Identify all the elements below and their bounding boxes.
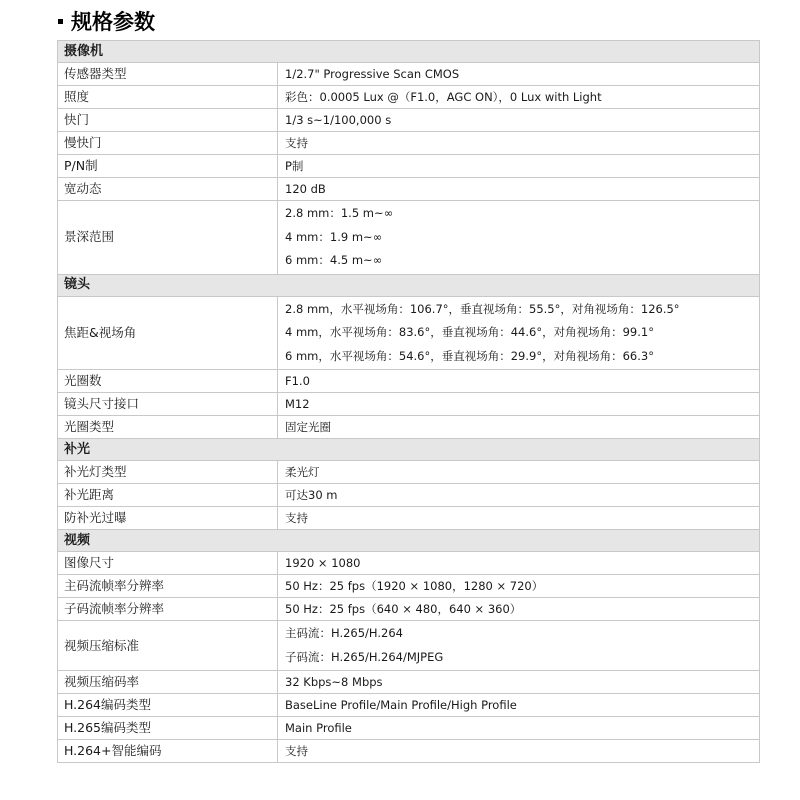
spec-label: H.265编码类型: [58, 717, 278, 740]
spec-label: 图像尺寸: [58, 552, 278, 575]
spec-value-line: 主码流：H.265/H.264: [285, 626, 403, 640]
spec-row: [58, 461, 760, 484]
spec-value-line: 4 mm，水平视场角：83.6°，垂直视场角：44.6°，对角视场角：99.1°: [285, 325, 654, 339]
spec-label: 照度: [58, 86, 278, 109]
section-title: 摄像机: [58, 41, 760, 63]
spec-value: 1/2.7" Progressive Scan CMOS: [278, 63, 760, 86]
spec-value: 柔光灯: [278, 461, 760, 484]
page-title-text: 规格参数: [71, 10, 155, 34]
spec-value-line: 4 mm：1.9 m~∞: [285, 229, 383, 244]
spec-row: [58, 507, 760, 530]
spec-value: 固定光圈: [278, 416, 760, 439]
spec-value: [278, 621, 760, 671]
spec-label: 传感器类型: [58, 63, 278, 86]
spec-row: [58, 370, 760, 393]
spec-row: [58, 416, 760, 439]
section-title: 视频: [58, 530, 760, 552]
spec-value: 120 dB: [278, 178, 760, 201]
spec-row: [58, 296, 760, 370]
spec-value: M12: [278, 393, 760, 416]
spec-value: 支持: [278, 740, 760, 763]
spec-row: [58, 63, 760, 86]
spec-row: [58, 393, 760, 416]
spec-row: [58, 86, 760, 109]
spec-row: [58, 552, 760, 575]
spec-label: 慢快门: [58, 132, 278, 155]
spec-label: 光圈类型: [58, 416, 278, 439]
spec-row: [58, 109, 760, 132]
section-header: [58, 439, 760, 461]
spec-value-line: 2.8 mm：1.5 m~∞: [285, 206, 394, 220]
spec-value: 50 Hz：25 fps（1920 × 1080，1280 × 720）: [278, 575, 760, 598]
spec-label: 防补光过曝: [58, 507, 278, 530]
spec-value-line: 6 mm，水平视场角：54.6°，垂直视场角：29.9°，对角视场角：66.3°: [285, 348, 654, 363]
spec-label: 焦距&视场角: [58, 296, 278, 370]
spec-value: 50 Hz：25 fps（640 × 480，640 × 360）: [278, 598, 760, 621]
spec-row: [58, 155, 760, 178]
spec-value-line: 子码流：H.265/H.264/MJPEG: [285, 649, 444, 664]
spec-row: [58, 132, 760, 155]
spec-label: 视频压缩码率: [58, 671, 278, 694]
spec-label: P/N制: [58, 155, 278, 178]
spec-label: H.264编码类型: [58, 694, 278, 717]
section-title: 镜头: [58, 274, 760, 296]
spec-row: [58, 717, 760, 740]
spec-value: 支持: [278, 507, 760, 530]
spec-value: 32 Kbps~8 Mbps: [278, 671, 760, 694]
spec-label: 景深范围: [58, 201, 278, 275]
spec-value: 支持: [278, 132, 760, 155]
spec-value: 可达30 m: [278, 484, 760, 507]
spec-value: 1920 × 1080: [278, 552, 760, 575]
spec-row: [58, 671, 760, 694]
section-header: [58, 274, 760, 296]
spec-label: 补光距离: [58, 484, 278, 507]
spec-value: F1.0: [278, 370, 760, 393]
spec-value-line: 6 mm：4.5 m~∞: [285, 253, 383, 267]
spec-label: 镜头尺寸接口: [58, 393, 278, 416]
spec-row: [58, 740, 760, 763]
spec-value: P制: [278, 155, 760, 178]
spec-row: [58, 178, 760, 201]
spec-row: [58, 621, 760, 671]
spec-row: [58, 484, 760, 507]
section-title: 补光: [58, 439, 760, 461]
spec-row: [58, 575, 760, 598]
spec-label: 宽动态: [58, 178, 278, 201]
spec-label: 视频压缩标准: [58, 621, 278, 671]
spec-table: [57, 40, 760, 763]
spec-label: 光圈数: [58, 370, 278, 393]
spec-label: 子码流帧率分辨率: [58, 598, 278, 621]
section-header: [58, 530, 760, 552]
spec-row: [58, 598, 760, 621]
spec-label: 主码流帧率分辨率: [58, 575, 278, 598]
bullet-icon: [58, 19, 63, 24]
spec-value: BaseLine Profile/Main Profile/High Profile: [278, 694, 760, 717]
section-header: [58, 41, 760, 63]
spec-value: Main Profile: [278, 717, 760, 740]
spec-row: [58, 201, 760, 275]
spec-value: 彩色：0.0005 Lux @（F1.0，AGC ON），0 Lux with Light: [278, 86, 760, 109]
spec-value-line: 2.8 mm，水平视场角：106.7°，垂直视场角：55.5°，对角视场角：126.5°: [285, 301, 680, 316]
spec-label: 快门: [58, 109, 278, 132]
spec-label: H.264+智能编码: [58, 740, 278, 763]
page-title: [58, 6, 155, 36]
spec-table-body: [58, 41, 760, 763]
spec-value: 1/3 s~1/100,000 s: [278, 109, 760, 132]
spec-value: [278, 296, 760, 370]
spec-label: 补光灯类型: [58, 461, 278, 484]
spec-row: [58, 694, 760, 717]
spec-value: [278, 201, 760, 275]
